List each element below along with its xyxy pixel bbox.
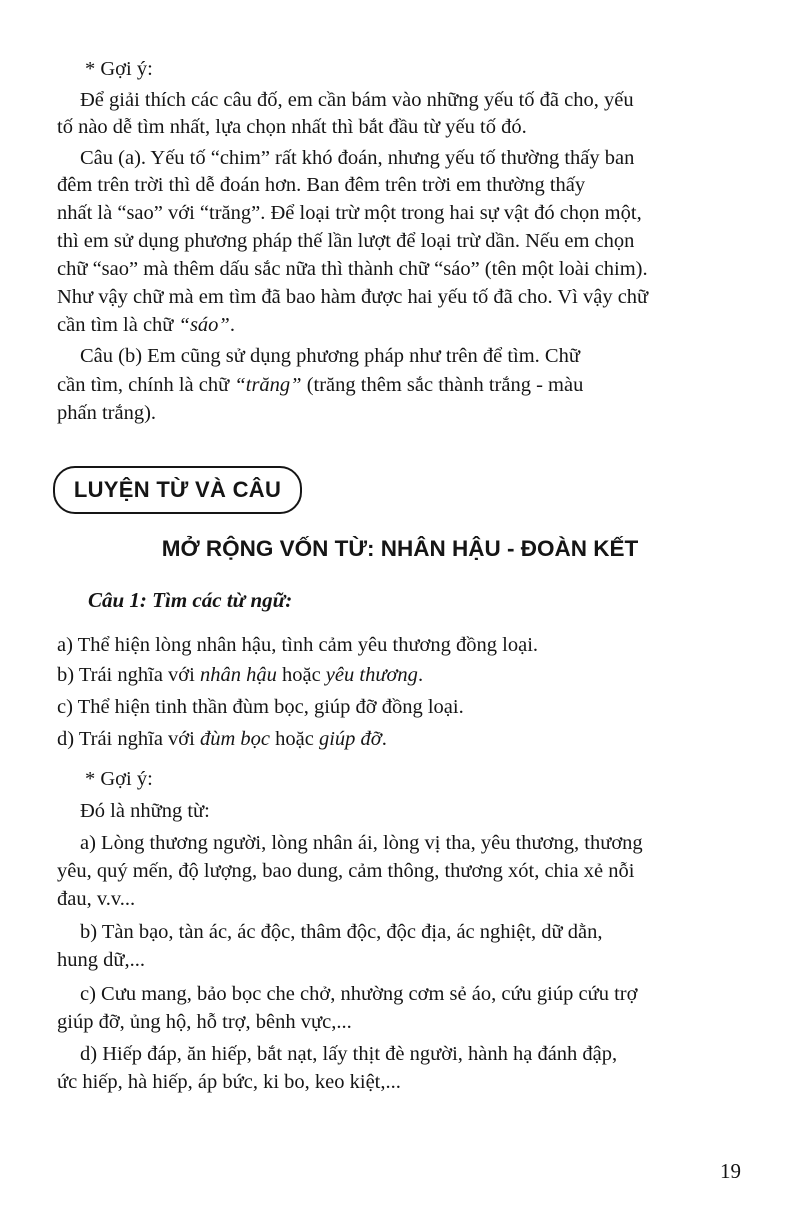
page-number: 19 — [720, 1159, 741, 1183]
paragraph-line: tố nào dễ tìm nhất, lựa chọn nhất thì bắt đầu từ yếu tố đó. — [57, 116, 527, 138]
emphasis-text: “sáo” — [178, 314, 230, 336]
paragraph-line: phấn trắng). — [57, 402, 157, 424]
question-item-d: d) Trái nghĩa với đùm bọc hoặc giúp đỡ. — [57, 728, 387, 750]
answer-line: ức hiếp, hà hiếp, áp bức, ki bo, keo kiệt,... — [57, 1071, 401, 1093]
answer-line: b) Tàn bạo, tàn ác, ác độc, thâm độc, độc địa, ác nghiệt, dữ dằn, — [80, 921, 603, 943]
answer-line: d) Hiếp đáp, ăn hiếp, bắt nạt, lấy thịt đè người, hành hạ đánh đập, — [80, 1043, 618, 1065]
paragraph-line: thì em sử dụng phương pháp thế lần lượt để loại trừ dần. Nếu em chọn — [57, 230, 635, 252]
paragraph-line: cần tìm, chính là chữ “trăng” (trăng thêm sắc thành trắng - màu — [57, 374, 584, 396]
question-item-c: c) Thể hiện tinh thần đùm bọc, giúp đỡ đồng loại. — [57, 696, 464, 718]
emphasis-text: “trăng” — [234, 374, 302, 396]
answer-line: yêu, quý mến, độ lượng, bao dung, cảm thông, thương xót, chia xẻ nỗi — [57, 860, 635, 882]
paragraph-line: Câu (b) Em cũng sử dụng phương pháp như trên để tìm. Chữ — [80, 345, 580, 367]
paragraph-line: chữ “sao” mà thêm dấu sắc nữa thì thành chữ “sáo” (tên một loài chim). — [57, 258, 648, 280]
hint-label: * Gợi ý: — [85, 58, 153, 80]
section-label-box — [53, 466, 302, 514]
paragraph-line: Câu (a). Yếu tố “chim” rất khó đoán, nhưng yếu tố thường thấy ban — [80, 147, 635, 169]
answer-line: a) Lòng thương người, lòng nhân ái, lòng vị tha, yêu thương, thương — [80, 832, 643, 854]
paragraph-line: cần tìm là chữ “sáo”. — [57, 314, 235, 336]
paragraph-line: nhất là “sao” với “trăng”. Để loại trừ một trong hai sự vật đó chọn một, — [57, 202, 642, 224]
answer-line: đau, v.v... — [57, 888, 136, 910]
answer-line: c) Cưu mang, bảo bọc che chở, nhường cơm sẻ áo, cứu giúp cứu trợ — [80, 983, 638, 1005]
answer-line: hung dữ,... — [57, 949, 145, 971]
paragraph-line: Để giải thích các câu đố, em cần bám vào những yếu tố đã cho, yếu — [80, 89, 634, 111]
answer-line: giúp đỡ, ủng hộ, hỗ trợ, bênh vực,... — [57, 1011, 352, 1033]
section-label: LUYỆN TỪ VÀ CÂU — [73, 477, 282, 502]
answer-intro: Đó là những từ: — [80, 800, 210, 822]
question-item-b: b) Trái nghĩa với nhân hậu hoặc yêu thương. — [57, 664, 424, 686]
hint-label: * Gợi ý: — [85, 768, 153, 790]
question-title: Câu 1: Tìm các từ ngữ: — [88, 588, 293, 612]
paragraph-line: Như vậy chữ mà em tìm đã bao hàm được hai yếu tố đã cho. Vì vậy chữ — [57, 286, 649, 308]
question-item-a: a) Thể hiện lòng nhân hậu, tình cảm yêu thương đồng loại. — [57, 634, 539, 656]
lesson-heading: MỞ RỘNG VỐN TỪ: NHÂN HẬU - ĐOÀN KẾT — [161, 536, 639, 561]
paragraph-line: đêm trên trời thì dễ đoán hơn. Ban đêm trên trời em thường thấy — [57, 174, 586, 196]
